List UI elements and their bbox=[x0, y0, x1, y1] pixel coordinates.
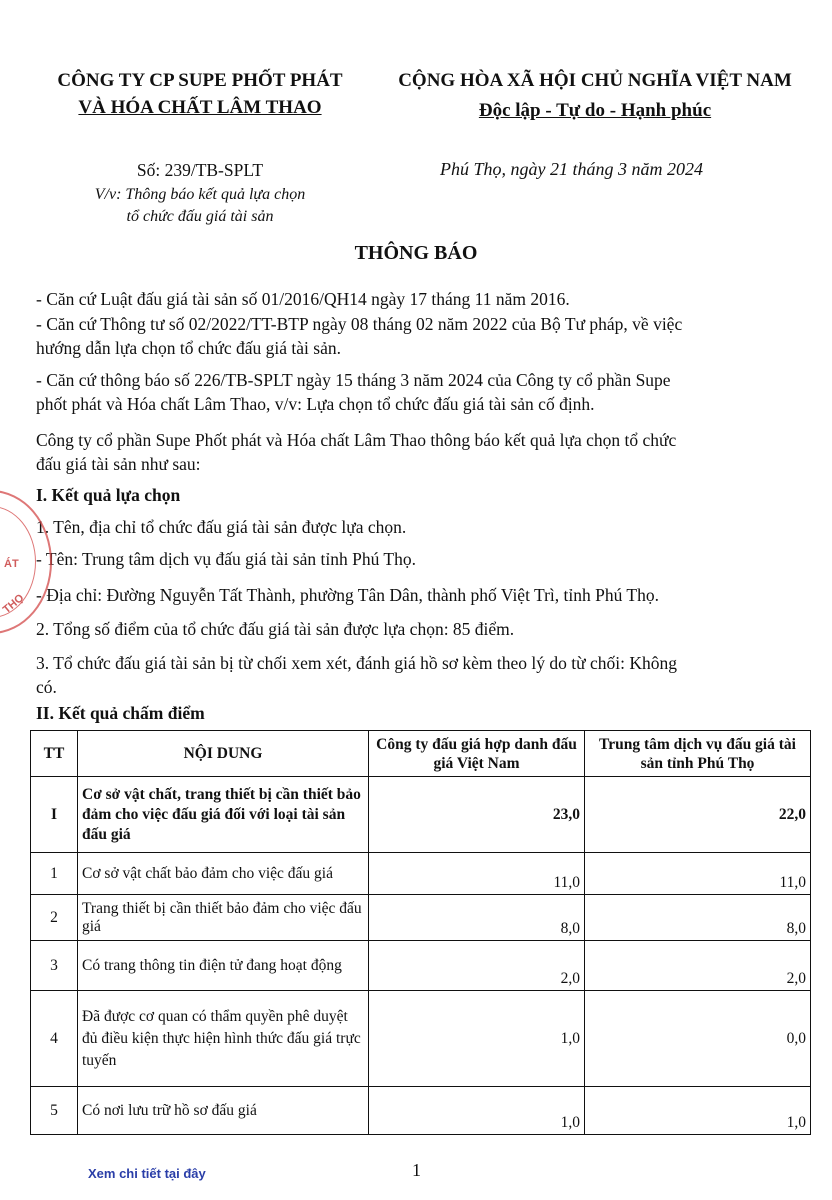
intro-line2: đấu giá tài sản như sau: bbox=[36, 454, 201, 474]
row-tt: I bbox=[31, 777, 78, 853]
table-header-row bbox=[31, 731, 811, 777]
nation-title: CỘNG HÒA XÃ HỘI CHỦ NGHĨA VIỆT NAM bbox=[398, 70, 792, 91]
doc-subject-line1: V/v: Thông báo kết quả lựa chọn bbox=[94, 186, 306, 203]
basis-1: - Căn cứ Luật đấu giá tài sản số 01/2016/QH14 ngày 17 tháng 11 năm 2016. bbox=[36, 289, 570, 309]
seal-lettering-at: ÁT bbox=[4, 558, 19, 570]
row-col1: 1,0 bbox=[369, 991, 585, 1087]
row-col1: 23,0 bbox=[369, 777, 585, 853]
row-col2: 8,0 bbox=[585, 895, 811, 941]
section-1-heading: I. Kết quả lựa chọn bbox=[36, 485, 181, 505]
row-col2: 11,0 bbox=[585, 853, 811, 895]
row-content: Trang thiết bị cần thiết bảo đảm cho việc đấu giá bbox=[78, 895, 369, 941]
nation-motto bbox=[370, 100, 820, 122]
basis-2-line2: hướng dẫn lựa chọn tổ chức đấu giá tài sản. bbox=[36, 338, 341, 358]
basis-3-line2: phốt phát và Hóa chất Lâm Thao, v/v: Lựa chọn tổ chức đấu giá tài sản cố định. bbox=[36, 394, 595, 414]
item-1: 1. Tên, địa chỉ tổ chức đấu giá tài sản được lựa chọn. bbox=[36, 517, 407, 537]
row-col2: 0,0 bbox=[585, 991, 811, 1087]
item-3-line2: có. bbox=[36, 677, 57, 697]
row-content: Có nơi lưu trữ hồ sơ đấu giá bbox=[78, 1087, 369, 1135]
page-title: THÔNG BÁO bbox=[354, 242, 478, 264]
row-content: Có trang thông tin điện tử đang hoạt động bbox=[78, 941, 369, 991]
header-col2: Trung tâm dịch vụ đấu giá tài sản tỉnh Phú Thọ bbox=[585, 731, 811, 777]
basis-3-line1: - Căn cứ thông báo số 226/TB-SPLT ngày 15 tháng 3 năm 2024 của Công ty cổ phần Supe bbox=[36, 370, 671, 390]
section-2-heading: II. Kết quả chấm điểm bbox=[36, 703, 205, 723]
score-table bbox=[30, 730, 811, 1135]
table-row bbox=[31, 853, 811, 895]
doc-number: Số: 239/TB-SPLT bbox=[136, 160, 264, 180]
view-details-link[interactable]: Xem chi tiết tại đây bbox=[88, 1166, 206, 1181]
row-tt: 1 bbox=[31, 853, 78, 895]
table-row bbox=[31, 991, 811, 1087]
table-row bbox=[31, 777, 811, 853]
row-col1: 1,0 bbox=[369, 1087, 585, 1135]
table-row bbox=[31, 941, 811, 991]
row-col1: 8,0 bbox=[369, 895, 585, 941]
company-name-line2 bbox=[40, 97, 360, 119]
doc-subject-line2: tổ chức đấu giá tài sản bbox=[126, 208, 274, 225]
place-date: Phú Thọ, ngày 21 tháng 3 năm 2024 bbox=[440, 159, 703, 179]
item-1-address: - Địa chỉ: Đường Nguyễn Tất Thành, phường Tân Dân, thành phố Việt Trì, tỉnh Phú Thọ. bbox=[36, 585, 659, 605]
item-1-name: - Tên: Trung tâm dịch vụ đấu giá tài sản tỉnh Phú Thọ. bbox=[36, 549, 416, 569]
nation-motto-text: Độc lập - Tự do - Hạnh phúc bbox=[478, 100, 712, 121]
row-content: Cơ sở vật chất, trang thiết bị cần thiết bảo đảm cho việc đấu giá đối với loại tài sản đấu giá bbox=[78, 777, 369, 853]
table-row bbox=[31, 895, 811, 941]
row-col2: 22,0 bbox=[585, 777, 811, 853]
row-content: Đã được cơ quan có thẩm quyền phê duyệt đủ điều kiện thực hiện hình thức đấu giá trực tuyến bbox=[78, 991, 369, 1087]
intro-line1: Công ty cổ phần Supe Phốt phát và Hóa chất Lâm Thao thông báo kết quả lựa chọn tổ chức bbox=[36, 430, 677, 450]
row-col2: 1,0 bbox=[585, 1087, 811, 1135]
item-3-line1: 3. Tổ chức đấu giá tài sản bị từ chối xem xét, đánh giá hồ sơ kèm theo lý do từ chối: Không bbox=[36, 653, 678, 673]
seal-lettering-tho: THỌ bbox=[0, 591, 27, 617]
row-col1: 11,0 bbox=[369, 853, 585, 895]
row-tt: 3 bbox=[31, 941, 78, 991]
row-tt: 4 bbox=[31, 991, 78, 1087]
header-content: NỘI DUNG bbox=[78, 731, 369, 777]
table-row bbox=[31, 1087, 811, 1135]
basis-2-line1: - Căn cứ Thông tư số 02/2022/TT-BTP ngày 08 tháng 02 năm 2022 của Bộ Tư pháp, về việc bbox=[36, 314, 683, 334]
row-content: Cơ sở vật chất bảo đảm cho việc đấu giá bbox=[78, 853, 369, 895]
item-2: 2. Tổng số điểm của tổ chức đấu giá tài sản được lựa chọn: 85 điểm. bbox=[36, 619, 515, 639]
header-col1: Công ty đấu giá hợp danh đấu giá Việt Nam bbox=[369, 731, 585, 777]
row-col1: 2,0 bbox=[369, 941, 585, 991]
company-name-line2-text: VÀ HÓA CHẤT LÂM THAO bbox=[78, 97, 322, 118]
row-tt: 5 bbox=[31, 1087, 78, 1135]
company-name-line1: CÔNG TY CP SUPE PHỐT PHÁT bbox=[57, 70, 343, 91]
page-number: 1 bbox=[412, 1160, 421, 1180]
row-tt: 2 bbox=[31, 895, 78, 941]
row-col2: 2,0 bbox=[585, 941, 811, 991]
header-tt: TT bbox=[31, 731, 78, 777]
